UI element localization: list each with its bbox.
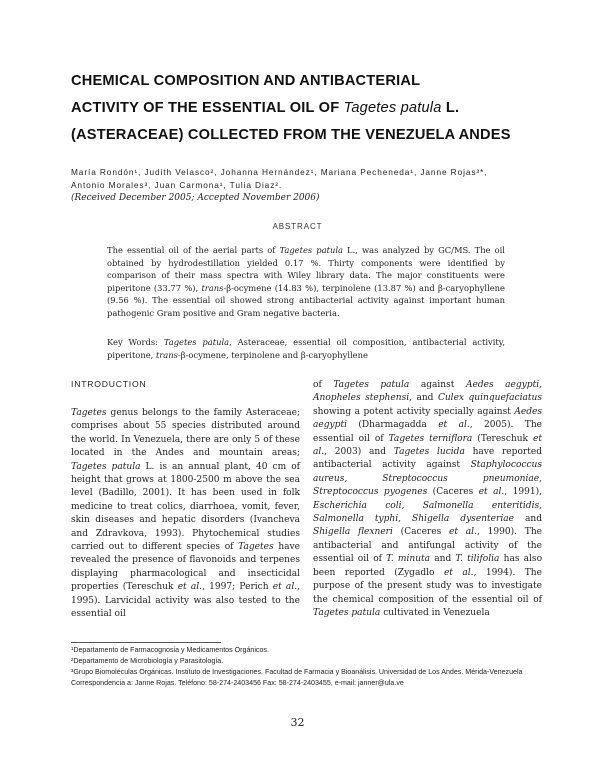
body-column-right: of Tagetes patula against Aedes aegypti, Anopheles stephensi, and Culex quinquefaciatus showing a potent activity specially against Aedes aegypti (Dharmagadda et al., 2005). The essential oil of Tagetes terniflora (Tereschuk et al., 2003) and Tagetes lucida have reported antibacterial activity against Staphylococcus aureus, Streptococcus pneumoniae, Streptococcus pyogenes (Caceres et al., 1991), Escherichia coli, Salmonella enteritidis, Salmonella typhi, Shigella dysenteriae and Shigella flexneri (Caceres et al., 1990). The antibacterial and antifungal activity of the essential oil of T. minuta and T. tilifolia has also been reported (Zygadlo et al., 1994). The purpose of the present study was to investigate the chemical composition of the essential oil of Tagetes patula cultivated in Venezuela	[313, 380, 543, 618]
footnote-1: ¹Departamento de Farmacognosia y Medicamentos Orgánicos.	[71, 646, 269, 654]
abstract-heading: ABSTRACT	[272, 222, 323, 231]
keywords: Key Words: Tagetes patula, Asteraceae, essential oil composition, antibacterial activity, piperitone, trans-β-ocymene, terpinolene and β-caryophyllene	[107, 337, 505, 360]
article-title	[71, 68, 541, 149]
footnotes	[71, 645, 546, 689]
received-dates: (Received December 2005; Accepted November 2006)	[71, 193, 320, 203]
authors-line-2: Antonio Morales³, Juan Carmona¹, Tulia Diaz².	[71, 179, 283, 190]
introduction-heading: INTRODUCTION	[71, 379, 147, 389]
abstract-text: The essential oil of the aerial parts of Tagetes patula L., was analyzed by GC/MS. The oil obtained by hydrodestillation yielded 0.17 %. Thirty components were identified by comparison of their mass spectra with Wiley library data. The major constituents were piperitone (33.77 %), trans-β-ocymene (14.83 %), terpinolene (13.87 %) and β-caryophyllene (9.56 %). The essential oil showed strong antibacterial activity against important human pathogenic Gram positive and Gram negative bacteria.	[107, 245, 505, 318]
author-list	[71, 166, 541, 191]
title-line-2: ACTIVITY OF THE ESSENTIAL OIL OF Tagetes patula L.	[71, 100, 460, 116]
title-line-3: (ASTERACEAE) COLLECTED FROM THE VENEZUELA ANDES	[71, 127, 511, 143]
body-column-left: Tagetes genus belongs to the family Asteraceae; comprises about 55 species distributed around the world. In Venezuela, there are only 5 of these located in the Andes and mountain areas; Tagetes patula L. is an annual plant, 40 cm of height that grows at 1800-2500 m above the sea level (Badillo, 2001). It has been used in folk medicine to treat colics, diarrhoea, vomit, fever, skin diseases and hepatic disorders (Ivancheva and Zdravkova, 1993). Phytochemical studies carried out to different species of Tagetes have revealed the presence of flavonoids and terpenes displaying pharmacological and insecticidal properties (Tereschuk et al., 1997; Perich et al., 1995). Larvicidal activity was also tested to the essential oil	[71, 408, 301, 620]
page-number: 32	[290, 716, 305, 729]
footnote-3: ³Grupo Biomoléculas Orgánicas. Instituto de Investigaciones. Facultad de Farmacia y Bioanálisis. Universidad de Los Andes. Mérida-Venezuela	[71, 668, 523, 676]
footnote-2: ²Departamento de Microbiología y Parasitología.	[71, 657, 224, 665]
footnote-divider	[71, 642, 221, 643]
correspondence: Correspondencia a: Janne Rojas. Teléfono: 58-274-2403456 Fax: 58-274-2403455, e-mail: janner@ula.ve	[71, 679, 404, 687]
title-line-1: CHEMICAL COMPOSITION AND ANTIBACTERIAL	[71, 73, 421, 89]
species-name: Tagetes patula	[343, 100, 442, 116]
authors-line-1: María Rondón¹, Judith Velasco², Johanna Hernández¹, Mariana Pecheneda¹, Janne Rojas³*,	[71, 167, 488, 177]
